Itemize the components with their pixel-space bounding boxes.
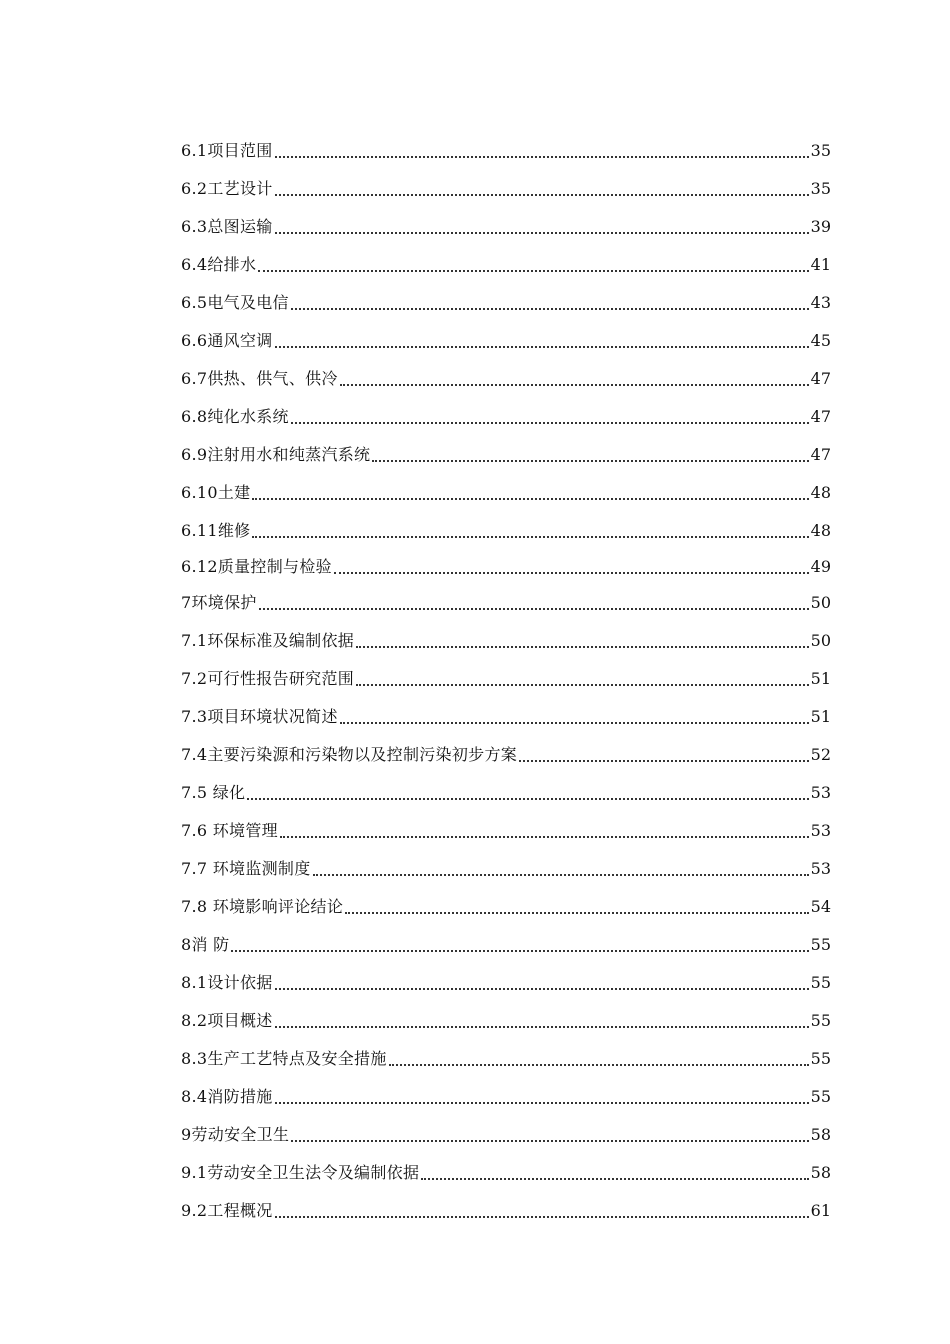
toc-row[interactable] bbox=[181, 996, 831, 1034]
dot-leader bbox=[231, 950, 808, 952]
toc-page-number: 51 bbox=[810, 707, 831, 726]
toc-page-number: 55 bbox=[810, 1049, 831, 1068]
toc-entry-label: 7.6 环境管理 bbox=[181, 821, 278, 840]
toc-entry-label: 6.6通风空调 bbox=[181, 331, 273, 350]
toc-entry-label: 9.2工程概况 bbox=[181, 1201, 273, 1220]
toc-row[interactable] bbox=[181, 768, 831, 806]
toc-entry-label: 8.1设计依据 bbox=[181, 973, 273, 992]
dot-leader bbox=[372, 460, 808, 462]
toc-page-number: 35 bbox=[810, 141, 831, 160]
toc-row[interactable] bbox=[181, 844, 831, 882]
toc-entry-label: 9劳动安全卫生 bbox=[181, 1125, 290, 1144]
toc-entry-label: 7环境保护 bbox=[181, 593, 257, 612]
toc-row[interactable] bbox=[181, 506, 831, 544]
toc-page-number: 48 bbox=[810, 521, 831, 540]
dot-leader bbox=[259, 608, 809, 610]
toc-row[interactable] bbox=[181, 616, 831, 654]
toc-row[interactable] bbox=[181, 392, 831, 430]
toc-entry-label: 7.8 环境影响评论结论 bbox=[181, 897, 344, 916]
toc-row[interactable] bbox=[181, 692, 831, 730]
dot-leader bbox=[275, 346, 809, 348]
toc-row[interactable] bbox=[181, 1186, 831, 1224]
toc-page-number: 51 bbox=[810, 669, 831, 688]
toc-row[interactable] bbox=[181, 882, 831, 920]
toc-page-number: 50 bbox=[810, 631, 831, 650]
toc-row[interactable] bbox=[181, 278, 831, 316]
toc-entry-label: 6.9注射用水和纯蒸汽系统 bbox=[181, 445, 371, 464]
toc-entry-label: 6.7供热、供气、供冷 bbox=[181, 369, 338, 388]
dot-leader bbox=[275, 988, 809, 990]
toc-page-number: 47 bbox=[810, 407, 831, 426]
dot-leader bbox=[275, 1216, 809, 1218]
toc-entry-label: 7.5 绿化 bbox=[181, 783, 246, 802]
dot-leader bbox=[334, 572, 809, 574]
toc-row[interactable] bbox=[181, 958, 831, 996]
toc-page-number: 55 bbox=[810, 1087, 831, 1106]
toc-page-number: 47 bbox=[810, 445, 831, 464]
toc-entry-label: 7.3项目环境状况简述 bbox=[181, 707, 338, 726]
toc-page-number: 47 bbox=[810, 369, 831, 388]
toc-entry-label: 6.8纯化水系统 bbox=[181, 407, 289, 426]
dot-leader bbox=[291, 422, 809, 424]
toc-row[interactable] bbox=[181, 240, 831, 278]
dot-leader bbox=[258, 270, 808, 272]
toc-entry-label: 8.3生产工艺特点及安全措施 bbox=[181, 1049, 387, 1068]
toc-row[interactable] bbox=[181, 544, 831, 580]
dot-leader bbox=[345, 912, 809, 914]
toc-row[interactable] bbox=[181, 202, 831, 240]
toc-row[interactable] bbox=[181, 654, 831, 692]
toc-page-number: 53 bbox=[810, 859, 831, 878]
toc-page-number: 45 bbox=[810, 331, 831, 350]
toc-row[interactable] bbox=[181, 430, 831, 468]
toc-page-number: 55 bbox=[810, 935, 831, 954]
toc-page-number: 49 bbox=[810, 557, 831, 576]
toc-page-number: 35 bbox=[810, 179, 831, 198]
toc-page-number: 48 bbox=[810, 483, 831, 502]
dot-leader bbox=[275, 1026, 809, 1028]
dot-leader bbox=[247, 798, 808, 800]
toc-entry-label: 8消 防 bbox=[181, 935, 230, 954]
toc-row[interactable] bbox=[181, 126, 831, 164]
toc-page-number: 43 bbox=[810, 293, 831, 312]
dot-leader bbox=[252, 536, 808, 538]
toc-page-number: 53 bbox=[810, 821, 831, 840]
dot-leader bbox=[421, 1178, 808, 1180]
toc-entry-label: 6.11维修 bbox=[181, 521, 251, 540]
dot-leader bbox=[291, 308, 809, 310]
toc-entry-label: 6.12质量控制与检验 bbox=[181, 557, 332, 576]
toc-page-number: 50 bbox=[810, 593, 831, 612]
dot-leader bbox=[275, 232, 809, 234]
toc-entry-label: 9.1劳动安全卫生法令及编制依据 bbox=[181, 1163, 420, 1182]
dot-leader bbox=[340, 722, 809, 724]
toc-page-number: 58 bbox=[810, 1163, 831, 1182]
toc-entry-label: 7.4主要污染源和污染物以及控制污染初步方案 bbox=[181, 745, 518, 764]
toc-page-number: 41 bbox=[810, 255, 831, 274]
dot-leader bbox=[356, 684, 809, 686]
toc-row[interactable] bbox=[181, 354, 831, 392]
toc-entry-label: 6.2工艺设计 bbox=[181, 179, 273, 198]
toc-row[interactable] bbox=[181, 920, 831, 958]
toc-page-number: 55 bbox=[810, 1011, 831, 1030]
toc-row[interactable] bbox=[181, 316, 831, 354]
table-of-contents bbox=[181, 126, 831, 1224]
dot-leader bbox=[356, 646, 809, 648]
toc-row[interactable] bbox=[181, 1072, 831, 1110]
toc-page-number: 55 bbox=[810, 973, 831, 992]
toc-page-number: 54 bbox=[810, 897, 831, 916]
toc-entry-label: 7.1环保标准及编制依据 bbox=[181, 631, 355, 650]
toc-row[interactable] bbox=[181, 1110, 831, 1148]
toc-entry-label: 8.4消防措施 bbox=[181, 1087, 273, 1106]
toc-entry-label: 6.1项目范围 bbox=[181, 141, 273, 160]
dot-leader bbox=[280, 836, 809, 838]
toc-page-number: 53 bbox=[810, 783, 831, 802]
toc-entry-label: 6.5电气及电信 bbox=[181, 293, 289, 312]
toc-entry-label: 6.4给排水 bbox=[181, 255, 257, 274]
dot-leader bbox=[252, 498, 808, 500]
dot-leader bbox=[275, 156, 809, 158]
toc-page-number: 58 bbox=[810, 1125, 831, 1144]
dot-leader bbox=[291, 1140, 808, 1142]
toc-entry-label: 6.10土建 bbox=[181, 483, 251, 502]
dot-leader bbox=[275, 194, 809, 196]
toc-row[interactable] bbox=[181, 164, 831, 202]
toc-page-number: 61 bbox=[810, 1201, 831, 1220]
toc-row[interactable] bbox=[181, 468, 831, 506]
toc-row[interactable] bbox=[181, 806, 831, 844]
dot-leader bbox=[389, 1064, 809, 1066]
toc-row[interactable] bbox=[181, 1148, 831, 1186]
toc-entry-label: 7.2可行性报告研究范围 bbox=[181, 669, 355, 688]
toc-entry-label: 8.2项目概述 bbox=[181, 1011, 273, 1030]
toc-entry-label: 6.3总图运输 bbox=[181, 217, 273, 236]
toc-row[interactable] bbox=[181, 580, 831, 616]
dot-leader bbox=[275, 1102, 809, 1104]
toc-page-number: 52 bbox=[810, 745, 831, 764]
dot-leader bbox=[340, 384, 809, 386]
toc-row[interactable] bbox=[181, 1034, 831, 1072]
toc-page-number: 39 bbox=[810, 217, 831, 236]
toc-row[interactable] bbox=[181, 730, 831, 768]
toc-entry-label: 7.7 环境监测制度 bbox=[181, 859, 311, 878]
dot-leader bbox=[519, 760, 809, 762]
dot-leader bbox=[313, 874, 809, 876]
